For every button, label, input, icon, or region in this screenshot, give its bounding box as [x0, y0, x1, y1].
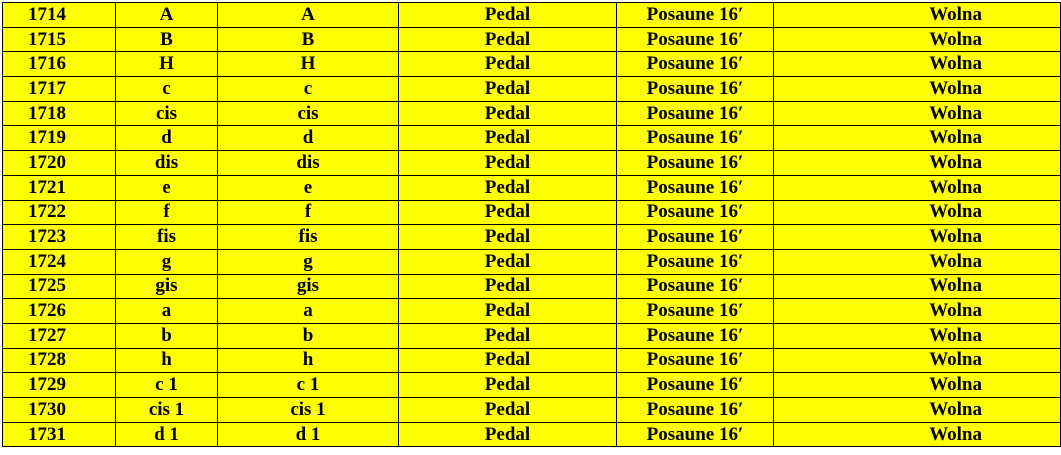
- key-name-cell: f: [218, 200, 399, 225]
- division-cell: Pedal: [399, 151, 617, 176]
- pipe-number-cell: 1718: [3, 101, 116, 126]
- note-name-cell: e: [116, 175, 218, 200]
- key-name-cell: e: [218, 175, 399, 200]
- table-row: [3, 27, 1061, 52]
- note-name-cell: b: [116, 323, 218, 348]
- table-row: [3, 3, 1061, 28]
- stop-cell: Posaune 16′: [617, 52, 774, 77]
- status-cell: Wolna: [774, 77, 1061, 102]
- pipe-number-cell: 1725: [3, 274, 116, 299]
- stop-cell: Posaune 16′: [617, 225, 774, 250]
- division-cell: Pedal: [399, 398, 617, 423]
- status-cell: Wolna: [774, 299, 1061, 324]
- note-name-cell: d 1: [116, 422, 218, 447]
- key-name-cell: A: [218, 3, 399, 28]
- note-name-cell: c 1: [116, 373, 218, 398]
- stop-cell: Posaune 16′: [617, 126, 774, 151]
- key-name-cell: b: [218, 323, 399, 348]
- pipe-number-cell: 1729: [3, 373, 116, 398]
- status-cell: Wolna: [774, 373, 1061, 398]
- stop-cell: Posaune 16′: [617, 3, 774, 28]
- key-name-cell: cis: [218, 101, 399, 126]
- pipe-number-cell: 1716: [3, 52, 116, 77]
- key-name-cell: c: [218, 77, 399, 102]
- status-cell: Wolna: [774, 52, 1061, 77]
- division-cell: Pedal: [399, 3, 617, 28]
- table-row: [3, 373, 1061, 398]
- key-name-cell: fis: [218, 225, 399, 250]
- note-name-cell: h: [116, 348, 218, 373]
- division-cell: Pedal: [399, 299, 617, 324]
- table-row: [3, 323, 1061, 348]
- status-cell: Wolna: [774, 200, 1061, 225]
- stop-cell: Posaune 16′: [617, 274, 774, 299]
- status-cell: Wolna: [774, 225, 1061, 250]
- status-cell: Wolna: [774, 323, 1061, 348]
- table-row: [3, 225, 1061, 250]
- note-name-cell: a: [116, 299, 218, 324]
- stop-cell: Posaune 16′: [617, 398, 774, 423]
- table-row: [3, 151, 1061, 176]
- stop-cell: Posaune 16′: [617, 249, 774, 274]
- table-row: [3, 348, 1061, 373]
- status-cell: Wolna: [774, 101, 1061, 126]
- key-name-cell: gis: [218, 274, 399, 299]
- division-cell: Pedal: [399, 200, 617, 225]
- pipe-number-cell: 1731: [3, 422, 116, 447]
- note-name-cell: gis: [116, 274, 218, 299]
- key-name-cell: g: [218, 249, 399, 274]
- division-cell: Pedal: [399, 101, 617, 126]
- note-name-cell: f: [116, 200, 218, 225]
- stop-cell: Posaune 16′: [617, 348, 774, 373]
- pipe-number-cell: 1717: [3, 77, 116, 102]
- division-cell: Pedal: [399, 52, 617, 77]
- pipe-table-body: [3, 3, 1061, 447]
- stop-cell: Posaune 16′: [617, 175, 774, 200]
- status-cell: Wolna: [774, 27, 1061, 52]
- stop-cell: Posaune 16′: [617, 151, 774, 176]
- note-name-cell: fis: [116, 225, 218, 250]
- table-row: [3, 249, 1061, 274]
- note-name-cell: c: [116, 77, 218, 102]
- pipe-number-cell: 1726: [3, 299, 116, 324]
- division-cell: Pedal: [399, 274, 617, 299]
- status-cell: Wolna: [774, 175, 1061, 200]
- pipe-number-cell: 1720: [3, 151, 116, 176]
- status-cell: Wolna: [774, 3, 1061, 28]
- division-cell: Pedal: [399, 77, 617, 102]
- pipe-table: [2, 2, 1061, 447]
- note-name-cell: B: [116, 27, 218, 52]
- division-cell: Pedal: [399, 373, 617, 398]
- table-row: [3, 77, 1061, 102]
- division-cell: Pedal: [399, 126, 617, 151]
- pipe-number-cell: 1723: [3, 225, 116, 250]
- stop-cell: Posaune 16′: [617, 101, 774, 126]
- status-cell: Wolna: [774, 398, 1061, 423]
- pipe-number-cell: 1722: [3, 200, 116, 225]
- status-cell: Wolna: [774, 249, 1061, 274]
- division-cell: Pedal: [399, 348, 617, 373]
- division-cell: Pedal: [399, 225, 617, 250]
- table-row: [3, 52, 1061, 77]
- key-name-cell: cis 1: [218, 398, 399, 423]
- division-cell: Pedal: [399, 422, 617, 447]
- note-name-cell: cis 1: [116, 398, 218, 423]
- note-name-cell: g: [116, 249, 218, 274]
- status-cell: Wolna: [774, 274, 1061, 299]
- key-name-cell: d 1: [218, 422, 399, 447]
- note-name-cell: d: [116, 126, 218, 151]
- table-row: [3, 274, 1061, 299]
- stop-cell: Posaune 16′: [617, 200, 774, 225]
- note-name-cell: cis: [116, 101, 218, 126]
- status-cell: Wolna: [774, 348, 1061, 373]
- division-cell: Pedal: [399, 249, 617, 274]
- pipe-number-cell: 1715: [3, 27, 116, 52]
- pipe-number-cell: 1730: [3, 398, 116, 423]
- table-row: [3, 299, 1061, 324]
- table-row: [3, 101, 1061, 126]
- key-name-cell: H: [218, 52, 399, 77]
- key-name-cell: dis: [218, 151, 399, 176]
- stop-cell: Posaune 16′: [617, 299, 774, 324]
- table-row: [3, 422, 1061, 447]
- status-cell: Wolna: [774, 126, 1061, 151]
- key-name-cell: B: [218, 27, 399, 52]
- status-cell: Wolna: [774, 422, 1061, 447]
- status-cell: Wolna: [774, 151, 1061, 176]
- key-name-cell: a: [218, 299, 399, 324]
- pipe-number-cell: 1714: [3, 3, 116, 28]
- stop-cell: Posaune 16′: [617, 27, 774, 52]
- stop-cell: Posaune 16′: [617, 77, 774, 102]
- pipe-number-cell: 1728: [3, 348, 116, 373]
- note-name-cell: H: [116, 52, 218, 77]
- key-name-cell: c 1: [218, 373, 399, 398]
- note-name-cell: A: [116, 3, 218, 28]
- pipe-number-cell: 1721: [3, 175, 116, 200]
- pipe-number-cell: 1719: [3, 126, 116, 151]
- table-row: [3, 175, 1061, 200]
- pipe-number-cell: 1727: [3, 323, 116, 348]
- table-row: [3, 200, 1061, 225]
- division-cell: Pedal: [399, 27, 617, 52]
- division-cell: Pedal: [399, 323, 617, 348]
- key-name-cell: d: [218, 126, 399, 151]
- stop-cell: Posaune 16′: [617, 422, 774, 447]
- table-row: [3, 126, 1061, 151]
- key-name-cell: h: [218, 348, 399, 373]
- pipe-number-cell: 1724: [3, 249, 116, 274]
- note-name-cell: dis: [116, 151, 218, 176]
- stop-cell: Posaune 16′: [617, 373, 774, 398]
- stop-cell: Posaune 16′: [617, 323, 774, 348]
- division-cell: Pedal: [399, 175, 617, 200]
- table-row: [3, 398, 1061, 423]
